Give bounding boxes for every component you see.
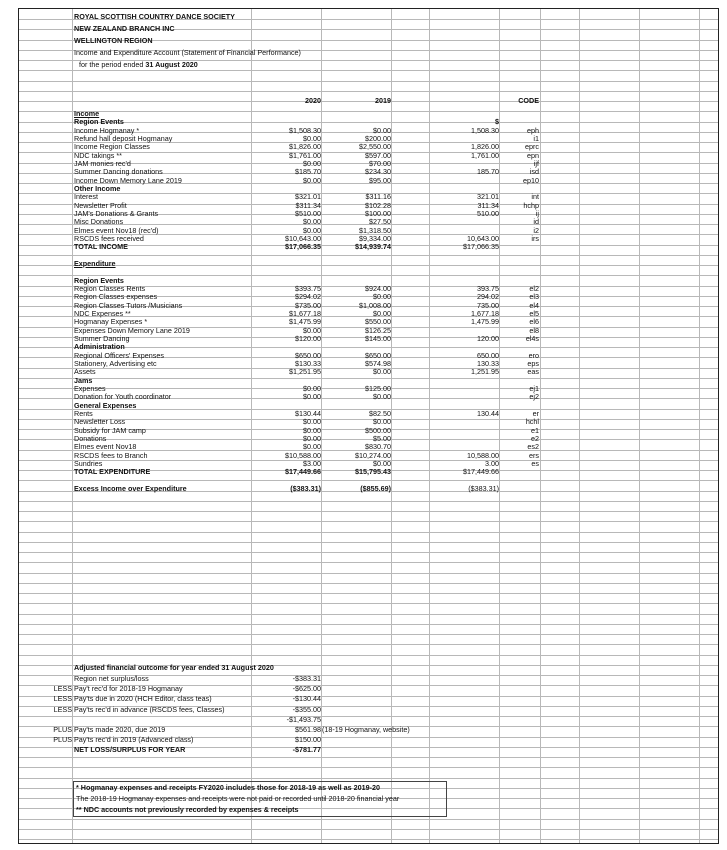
- account-code: ej1: [529, 383, 539, 393]
- grid-row-line: [19, 265, 718, 266]
- grid-row-line: [19, 521, 718, 522]
- row-label: NDC takings **: [74, 150, 122, 160]
- row-label: RSCDS fees to Branch: [74, 450, 148, 460]
- adjustment-label: Pay'ts rec'd in advance (RSCDS fees, Classes): [74, 704, 225, 714]
- value-2020: $0.00: [303, 325, 321, 335]
- grid-row-line: [19, 767, 718, 768]
- amount-2020: 10,588.00: [467, 450, 499, 460]
- value-2020: $311.34: [295, 200, 321, 210]
- note-recording: The 2018-19 Hogmanay expenses and receipts were not paid or recorded until 2018-20 financial year: [76, 794, 400, 803]
- amount-2020: 120.00: [477, 333, 499, 343]
- statement-title: Income and Expenditure Account (Statement of Financial Performance): [74, 48, 301, 57]
- amount-2020: 1,251.95: [471, 367, 499, 377]
- row-label: Newsletter Loss: [74, 417, 126, 427]
- value-2019: $1,008.00: [359, 300, 391, 310]
- adjustment-label: Pay't rec'd for 2018-19 Hogmanay: [74, 684, 183, 694]
- value-2019: $311.16: [365, 192, 391, 202]
- row-label: Donation for Youth coordinator: [74, 392, 172, 402]
- amount-2020: ($383.31): [468, 483, 499, 493]
- account-code: ers: [529, 450, 539, 460]
- amount-2020: $17,449.66: [463, 467, 499, 477]
- grid-col-line: [699, 9, 700, 843]
- value-2020: $735.00: [295, 300, 321, 310]
- amount-2020: 3.00: [485, 458, 499, 468]
- amount-2020: 130.33: [477, 358, 499, 368]
- grid-row-line: [19, 583, 718, 584]
- adjustment-label: NET LOSS/SURPLUS FOR YEAR: [74, 745, 186, 755]
- adjustment-value: -$781.77: [292, 745, 321, 755]
- row-label: Region Events: [74, 275, 124, 285]
- grid-row-line: [19, 603, 718, 604]
- value-2020: $1,251.95: [289, 367, 321, 377]
- account-code: i2: [533, 225, 539, 235]
- row-label: Regional Officers' Expenses: [74, 350, 164, 360]
- value-2019: $126.25: [365, 325, 391, 335]
- grid-row-line: [19, 819, 718, 820]
- account-code: int: [531, 192, 539, 202]
- account-code: er: [532, 408, 539, 418]
- account-code: eprc: [525, 142, 539, 152]
- value-2020: $0.00: [303, 417, 321, 427]
- account-code: el6: [529, 317, 539, 327]
- grid-row-line: [19, 624, 718, 625]
- row-label: Income Down Memory Lane 2019: [74, 175, 182, 185]
- value-2019: $550.00: [365, 317, 391, 327]
- account-code: el4s: [525, 333, 539, 343]
- region-name: WELLINGTON REGION: [74, 36, 153, 45]
- adjusted-title: Adjusted financial outcome for year ended 31 August 2020: [74, 663, 274, 672]
- grid-row-line: [19, 634, 718, 635]
- account-code: i1: [533, 133, 539, 143]
- account-code: el3: [529, 292, 539, 302]
- account-code: eph: [527, 125, 539, 135]
- adjustment-prefix: LESS: [53, 684, 72, 694]
- account-code: eps: [527, 358, 539, 368]
- adjustment-note: (18-19 Hogmanay, website): [322, 725, 410, 734]
- value-2019: $234.30: [365, 167, 391, 177]
- account-code: hchl: [525, 417, 539, 427]
- adjustment-label: Region net surplus/loss: [74, 674, 149, 683]
- row-label: Rents: [74, 408, 93, 418]
- grid-row-line: [19, 614, 718, 615]
- grid-row-line: [19, 829, 718, 830]
- value-2020: $1,677.18: [289, 308, 321, 318]
- adjustment-prefix: LESS: [53, 694, 72, 704]
- value-2020: $0.00: [303, 392, 321, 402]
- row-label: Income Region Classes: [74, 142, 150, 152]
- value-2020: $0.00: [303, 217, 321, 227]
- value-2019: $15,795.43: [355, 467, 391, 477]
- value-2020: $0.00: [303, 158, 321, 168]
- value-2019: $0.00: [373, 458, 391, 468]
- society-title: ROYAL SCOTTISH COUNTRY DANCE SOCIETY: [74, 12, 235, 21]
- account-code: ij: [535, 208, 539, 218]
- account-code: el4: [529, 300, 539, 310]
- grid-row-line: [19, 562, 718, 563]
- value-2020: $10,588.00: [285, 450, 321, 460]
- value-2019: $5.00: [373, 433, 391, 443]
- grid-col-line: [540, 9, 541, 843]
- value-2019: $830.70: [365, 442, 391, 452]
- adjustment-value: -$383.31: [292, 674, 321, 683]
- value-2019: $0.00: [373, 417, 391, 427]
- col-code-header: CODE: [518, 96, 539, 105]
- value-2019: $9,334.00: [359, 233, 391, 243]
- value-2020: $0.00: [303, 442, 321, 452]
- account-code: es2: [527, 442, 539, 452]
- value-2019: $0.00: [373, 125, 391, 135]
- value-2019: $0.00: [373, 392, 391, 402]
- value-2020: $3.00: [303, 458, 321, 468]
- adjustment-value: $561.98: [295, 725, 321, 734]
- grid-row-line: [19, 542, 718, 543]
- grid-col-line: [579, 9, 580, 843]
- grid-row-line: [19, 501, 718, 502]
- account-code: el5: [529, 308, 539, 318]
- adjustment-value: $150.00: [295, 735, 321, 745]
- spreadsheet-page: [18, 8, 719, 844]
- amount-2020: 1,677.18: [471, 308, 499, 318]
- row-label: Stationery, Advertising etc: [74, 358, 157, 368]
- row-label: NDC Expenses **: [74, 308, 131, 318]
- value-2020: $10,643.00: [285, 233, 321, 243]
- value-2020: $1,508.30: [289, 125, 321, 135]
- adjustment-value: -$355.00: [292, 704, 321, 714]
- value-2020: $294.02: [295, 292, 321, 302]
- value-2019: $82.50: [369, 408, 391, 418]
- value-2019: $650.00: [365, 350, 391, 360]
- value-2019: ($855.69): [360, 483, 391, 493]
- amount-2020: 10,643.00: [467, 233, 499, 243]
- dollar-header: $: [495, 117, 499, 126]
- account-code: el8: [529, 325, 539, 335]
- adjustment-prefix: PLUS: [53, 725, 72, 734]
- value-2020: $0.00: [303, 383, 321, 393]
- row-label: Donations: [74, 433, 107, 443]
- value-2020: $1,475.99: [289, 317, 321, 327]
- amount-2020: 1,761.00: [471, 150, 499, 160]
- value-2020: $0.00: [303, 175, 321, 185]
- value-2020: $0.00: [303, 433, 321, 443]
- value-2019: $10,274.00: [355, 450, 391, 460]
- grid-row-line: [19, 778, 718, 779]
- amount-2020: 393.75: [477, 283, 499, 293]
- value-2019: $200.00: [365, 133, 391, 143]
- account-code: el2: [529, 283, 539, 293]
- value-2019: $0.00: [373, 308, 391, 318]
- value-2020: $510.00: [295, 208, 321, 218]
- account-code: ej2: [529, 392, 539, 402]
- row-label: Expenses: [74, 383, 106, 393]
- account-code: e2: [531, 433, 539, 443]
- grid-row-line: [19, 644, 718, 645]
- row-label: Income Hogmanay *: [74, 125, 140, 135]
- amount-2020: 1,475.99: [471, 317, 499, 327]
- account-code: irs: [531, 233, 539, 243]
- col-2019-header: 2019: [375, 96, 391, 105]
- note-ndc: ** NDC accounts not previously recorded by expenses & receipts: [76, 805, 299, 814]
- value-2020: $120.00: [295, 333, 321, 343]
- row-label: Summer Dancing donations: [74, 167, 163, 177]
- row-label: TOTAL EXPENDITURE: [74, 467, 151, 477]
- amount-2020: 1,826.00: [471, 142, 499, 152]
- grid-row-line: [19, 480, 718, 481]
- value-2020: $393.75: [295, 283, 321, 293]
- row-label: JAM's Donations & Grants: [74, 208, 159, 218]
- row-label: General Expenses: [74, 400, 137, 410]
- grid-row-line: [19, 91, 718, 92]
- row-label: Sundries: [74, 458, 103, 468]
- account-code: id: [533, 217, 539, 227]
- row-label: Jams: [74, 375, 93, 385]
- row-label: Administration: [74, 342, 125, 352]
- amount-2020: 650.00: [477, 350, 499, 360]
- row-label: Income: [74, 109, 100, 118]
- grid-row-line: [19, 655, 718, 656]
- adjustment-value: -$625.00: [292, 684, 321, 694]
- row-label: Newsletter Profit: [74, 200, 127, 210]
- row-label: Assets: [74, 367, 96, 377]
- adjustment-value: -$1,493.75: [286, 714, 321, 724]
- value-2020: $1,761.00: [289, 150, 321, 160]
- adjustment-label: Pay'ts rec'd in 2019 (Advanced class): [74, 735, 194, 745]
- value-2019: $125.00: [365, 383, 391, 393]
- value-2020: $130.33: [295, 358, 321, 368]
- grid-row-line: [19, 70, 718, 71]
- value-2019: $102.28: [365, 200, 391, 210]
- row-label: Summer Dancing: [74, 333, 130, 343]
- value-2019: $95.00: [369, 175, 391, 185]
- amount-2020: 294.02: [477, 292, 499, 302]
- grid-row-line: [19, 716, 718, 717]
- row-label: Region Classes Tutors /Musicians: [74, 300, 183, 310]
- value-2019: $1,318.50: [359, 225, 391, 235]
- col-2020-header: 2020: [305, 96, 321, 105]
- row-label: TOTAL INCOME: [74, 242, 128, 252]
- grid-row-line: [19, 757, 718, 758]
- row-label: Expenses Down Memory Lane 2019: [74, 325, 190, 335]
- grid-row-line: [19, 573, 718, 574]
- grid-row-line: [19, 111, 718, 112]
- grid-row-line: [19, 839, 718, 840]
- value-2020: $321.01: [295, 192, 321, 202]
- value-2019: $924.00: [365, 283, 391, 293]
- row-label: Elmes event Nov18: [74, 442, 137, 452]
- amount-2020: 735.00: [477, 300, 499, 310]
- row-label: Region Classes Rents: [74, 283, 146, 293]
- row-label: RSCDS fees received: [74, 233, 144, 243]
- row-label: Elmes event Nov18 (rec'd): [74, 225, 159, 235]
- grid-col-line: [72, 9, 73, 843]
- value-2019: $100.00: [365, 208, 391, 218]
- branch-name: NEW ZEALAND BRANCH INC: [74, 24, 175, 33]
- value-2019: $70.00: [369, 158, 391, 168]
- value-2020: $17,449.66: [285, 467, 321, 477]
- value-2019: $574.98: [365, 358, 391, 368]
- adjustment-prefix: LESS: [53, 704, 72, 714]
- amount-2020: 311.34: [477, 200, 499, 210]
- account-code: eas: [527, 367, 539, 377]
- value-2019: $597.00: [365, 150, 391, 160]
- adjustment-label: Pay'ts made 2020, due 2019: [74, 725, 166, 734]
- amount-2020: 130.44: [477, 408, 499, 418]
- value-2019: $0.00: [373, 367, 391, 377]
- value-2019: $0.00: [373, 292, 391, 302]
- period-line: [79, 60, 198, 69]
- row-label: JAM monies rec'd: [74, 158, 131, 168]
- row-label: Region Classes expenses: [74, 292, 158, 302]
- row-label: Region Events: [74, 117, 124, 127]
- grid-row-line: [19, 532, 718, 533]
- adjustment-value: -$130.44: [292, 694, 321, 704]
- row-label: Misc Donations: [74, 217, 124, 227]
- grid-row-line: [19, 378, 718, 379]
- amount-2020: 321.01: [477, 192, 499, 202]
- account-code: es: [531, 458, 539, 468]
- grid-col-line: [391, 9, 392, 843]
- grid-row-line: [19, 552, 718, 553]
- row-label: Refund hall deposit Hogmanay: [74, 133, 173, 143]
- value-2020: $650.00: [295, 350, 321, 360]
- amount-2020: 510.00: [477, 208, 499, 218]
- notes-box: [73, 781, 447, 817]
- period-date: 31 August 2020: [145, 60, 198, 69]
- account-code: ero: [528, 350, 539, 360]
- amount-2020: 1,508.30: [471, 125, 499, 135]
- value-2019: $145.00: [365, 333, 391, 343]
- row-label: Other Income: [74, 183, 121, 193]
- value-2020: $0.00: [303, 225, 321, 235]
- grid-row-line: [19, 255, 718, 256]
- value-2020: $0.00: [303, 425, 321, 435]
- amount-2020: $17,066.35: [463, 242, 499, 252]
- value-2020: $17,066.35: [285, 242, 321, 252]
- row-label: Expenditure: [74, 258, 116, 268]
- value-2020: $130.44: [295, 408, 321, 418]
- row-label: Hogmanay Expenses *: [74, 317, 148, 327]
- account-code: hchp: [523, 200, 539, 210]
- grid-row-line: [19, 593, 718, 594]
- account-code: isd: [529, 167, 539, 177]
- period-prefix: for the period ended: [79, 60, 146, 69]
- value-2019: $500.00: [365, 425, 391, 435]
- row-label: Subsidy for JAM camp: [74, 425, 146, 435]
- row-label: Excess Income over Expenditure: [74, 483, 187, 493]
- value-2020: $185.70: [295, 167, 321, 177]
- row-label: Interest: [74, 192, 98, 202]
- value-2019: $27.50: [369, 217, 391, 227]
- value-2019: $2,550.00: [359, 142, 391, 152]
- adjustment-label: Pay'ts due in 2020 (HCH Editor, class teas): [74, 694, 212, 704]
- value-2020: $0.00: [303, 133, 321, 143]
- value-2019: $14,939.74: [355, 242, 391, 252]
- grid-row-line: [19, 81, 718, 82]
- account-code: e1: [531, 425, 539, 435]
- note-hogmanay: * Hogmanay expenses and receipts FY2020 includes those for 2018-19 as well as 2019-20: [76, 783, 381, 792]
- account-code: ep10: [523, 175, 539, 185]
- value-2020: ($383.31): [290, 483, 321, 493]
- grid-col-line: [639, 9, 640, 843]
- value-2020: $1,826.00: [289, 142, 321, 152]
- account-code: ijf: [533, 158, 539, 168]
- account-code: epn: [527, 150, 539, 160]
- amount-2020: 185.70: [477, 167, 499, 177]
- adjustment-prefix: PLUS: [53, 735, 72, 745]
- grid-row-line: [19, 511, 718, 512]
